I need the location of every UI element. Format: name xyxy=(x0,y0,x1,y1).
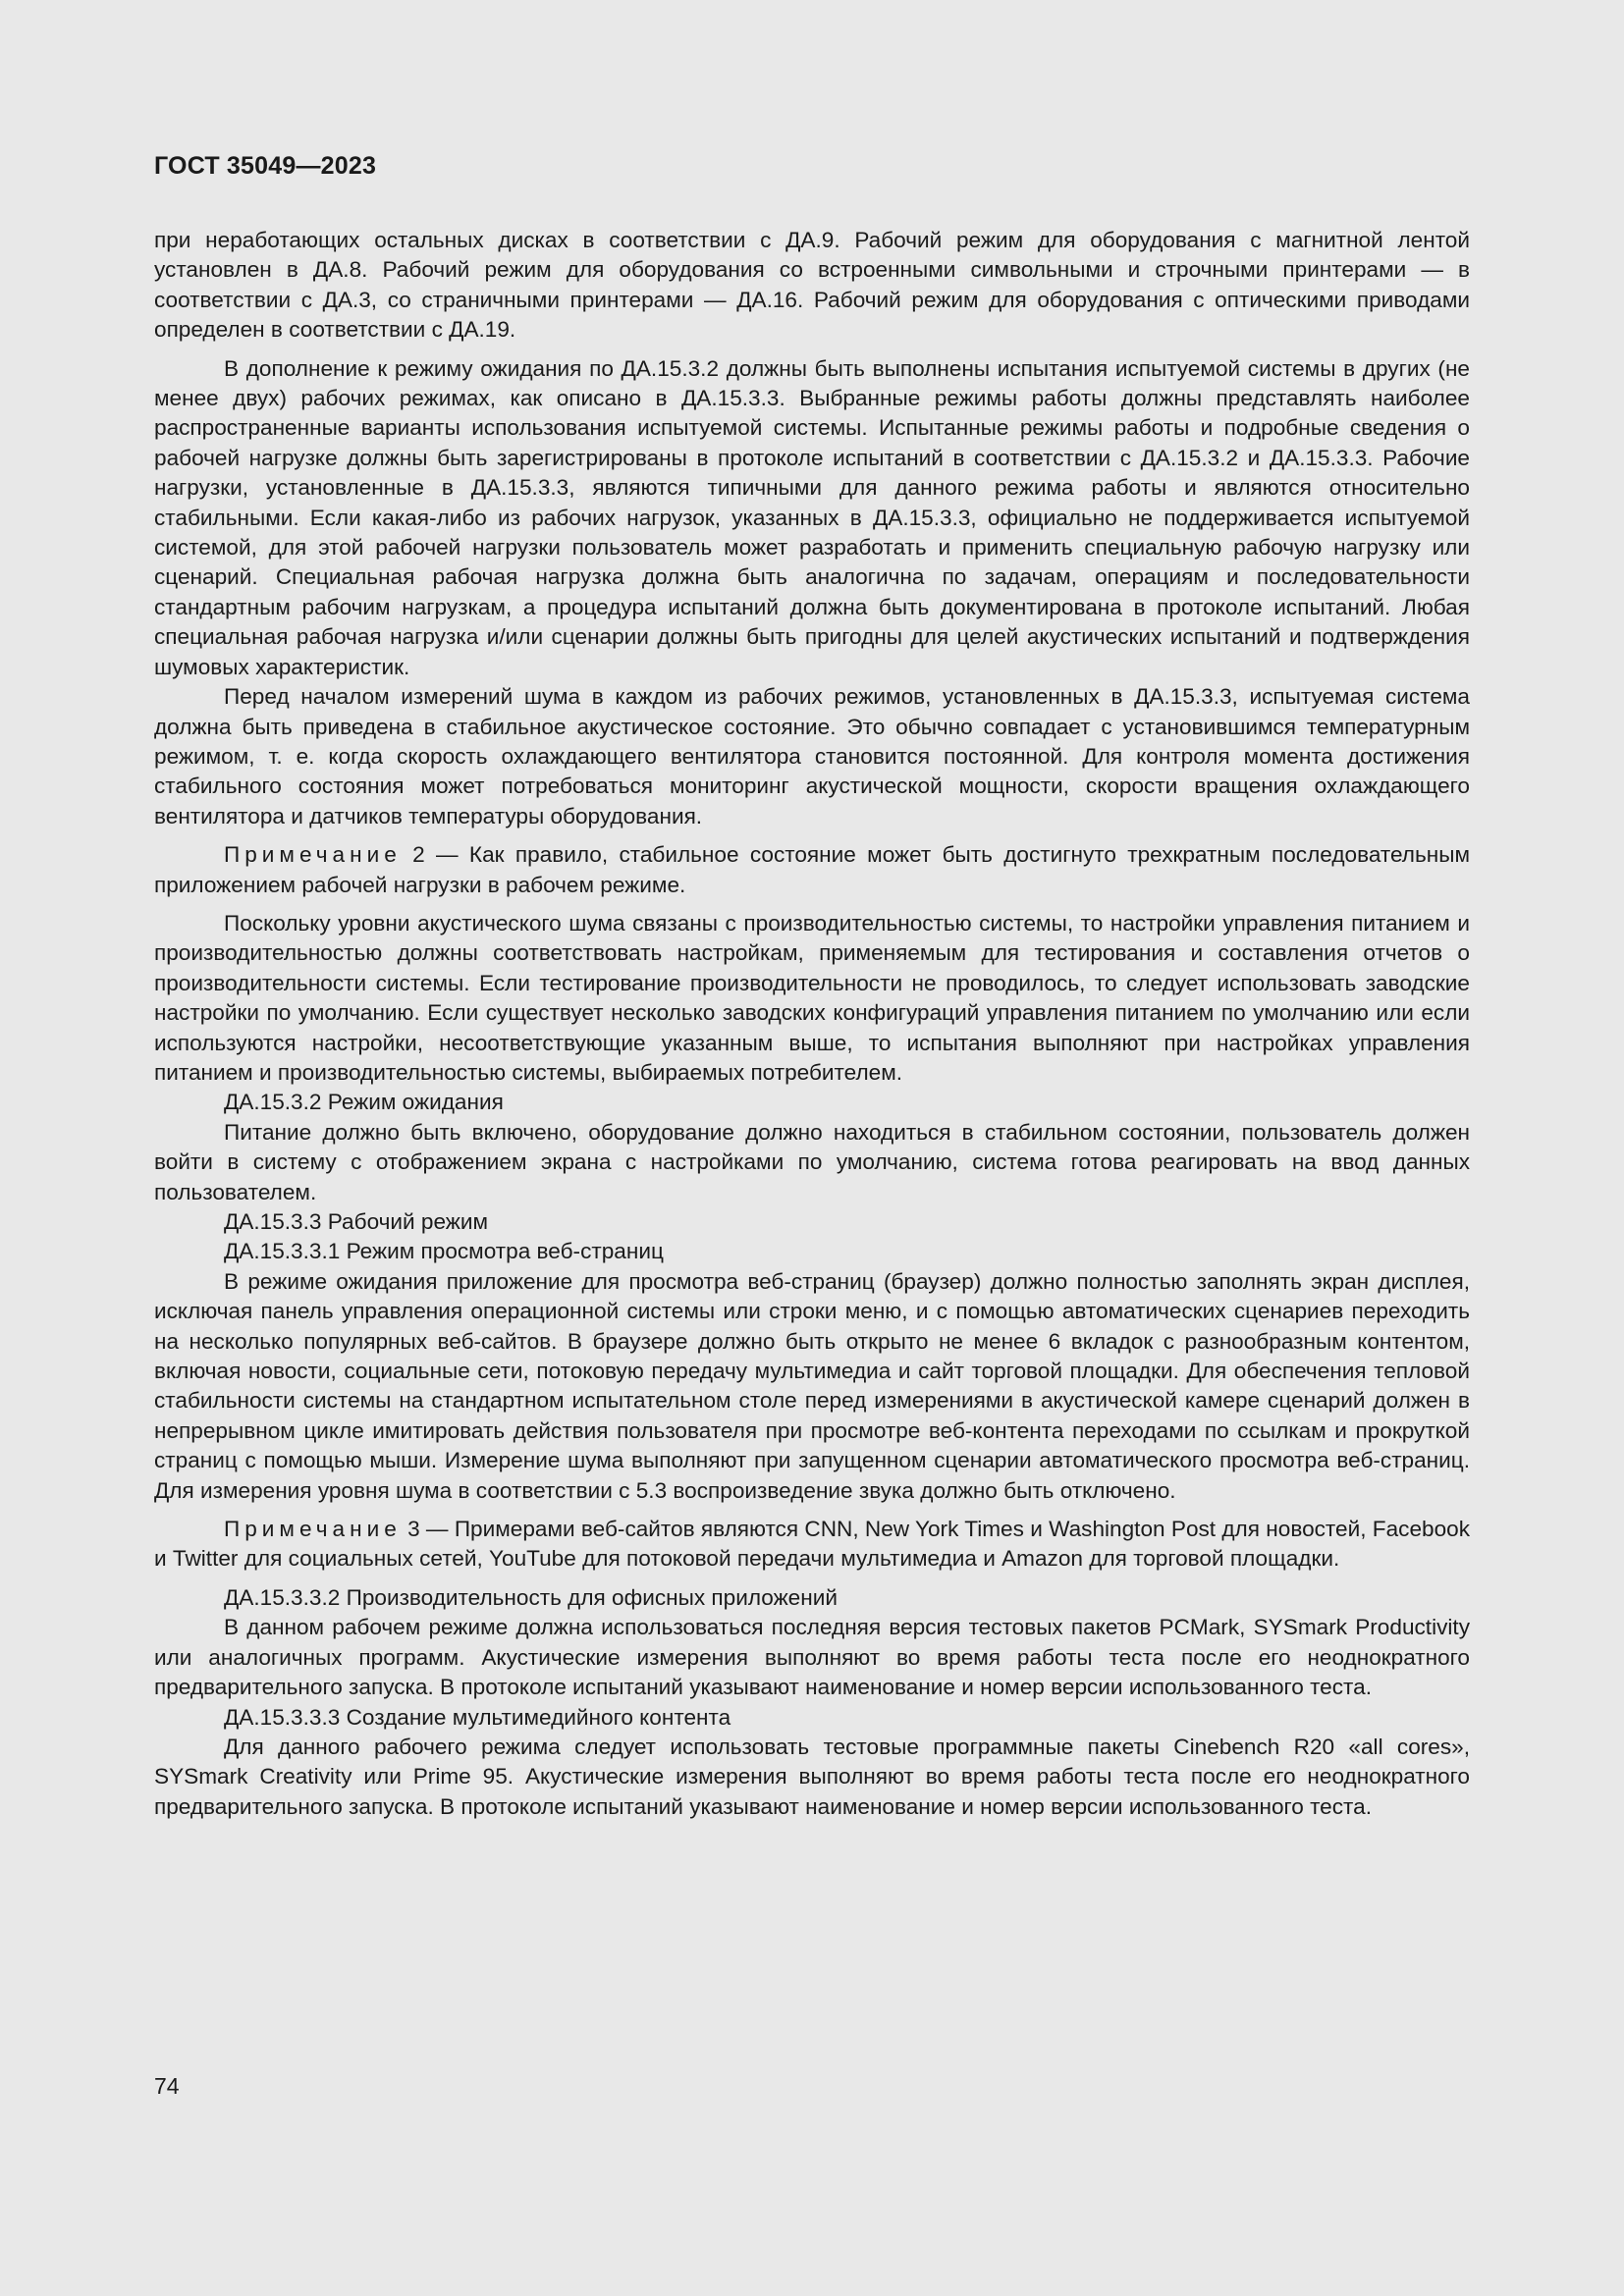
note-2 xyxy=(154,840,1470,900)
note-text: 3 — Примерами веб-сайтов являются CNN, New York Times и Washington Post для новостей, Facebook и Twitter для социальных сетей, YouTube для потоковой передачи мультимедиа и Amazon для торговой площадки. xyxy=(154,1517,1470,1572)
paragraph: Перед началом измерений шума в каждом из рабочих режимов, установленных в ДА.15.3.3, испытуемая система должна быть приведена в стабильное акустическое состояние. Это обычно совпадает с установившимся температурным режимом, т. е. когда скорость охлаждающего вентилятора становится постоянной. Для контроля момента достижения стабильного состояния может потребоваться мониторинг акустической мощности, скорости вращения охлаждающего вентилятора и датчиков температуры оборудования. xyxy=(154,684,1470,828)
paragraph: Для данного рабочего режима следует использовать тестовые программные пакеты Cinebench R20 «all cores», SYSmark Creativity или Prime 95. Акустические измерения выполняют во время работы теста после его неоднократного предварительного запуска. В протоколе испытаний указывают наименование и номер версии использованного теста. xyxy=(154,1734,1470,1819)
section-heading: ДА.15.3.3.1 Режим просмотра веб-страниц xyxy=(224,1239,664,1264)
section-heading: ДА.15.3.3.3 Создание мультимедийного контента xyxy=(224,1704,731,1730)
document-header: ГОСТ 35049—2023 xyxy=(154,152,377,180)
section-heading: ДА.15.3.3 Рабочий режим xyxy=(224,1209,489,1234)
paragraph: В данном рабочем режиме должна использоваться последняя версия тестовых пакетов PCMark, SYSmark Productivity или аналогичных программ. Акустические измерения выполняют во время работы теста после его неоднократного предварительного запуска. В протоколе испытаний указывают наименование и номер версии использованного теста. xyxy=(154,1615,1470,1700)
section-heading: ДА.15.3.3.2 Производительность для офисных приложений xyxy=(224,1584,838,1610)
note-label: Примечание xyxy=(224,1517,402,1542)
note-label: Примечание xyxy=(224,842,402,868)
note-3 xyxy=(154,1515,1470,1575)
paragraph: при неработающих остальных дисках в соответствии с ДА.9. Рабочий режим для оборудования с магнитной лентой установлен в ДА.8. Рабочий режим для оборудования со встроенными символьными и строчными принтерами — в соответствии с ДА.3, со страничными принтерами — ДА.16. Рабочий режим для оборудования с оптическими приводами определен в соответствии с ДА.19. xyxy=(154,228,1470,343)
paragraph: Поскольку уровни акустического шума связаны с производительностью системы, то настройки управления питанием и производительностью должны соответствовать настройкам, применяемым для тестирования и составления отчетов о производительности системы. Если тестирование производительности не проводилось, то следует использовать заводские настройки по умолчанию. Если существует несколько заводских конфигураций управления питанием по умолчанию или если используются настройки, несоответствующие указанным выше, то испытания выполняют при настройках управления питанием и производительностью системы, выбираемых потребителем. xyxy=(154,910,1470,1085)
paragraph: В дополнение к режиму ожидания по ДА.15.3.2 должны быть выполнены испытания испытуемой системы в других (не менее двух) рабочих режимах, как описано в ДА.15.3.3. Выбранные режимы работы должны представлять наиболее распространенные варианты использования испытуемой системы. Испытанные режимы работы и подробные сведения о рабочей нагрузке должны быть зарегистрированы в протоколе испытаний в соответствии с ДА.15.3.2 и ДА.15.3.3. Рабочие нагрузки, установленные в ДА.15.3.3, являются типичными для данного режима работы и являются относительно стабильными. Если какая-либо из рабочих нагрузок, указанных в ДА.15.3.3, официально не поддерживается испытуемой системой, для этой рабочей нагрузки пользователь может разработать и применить специальную рабочую нагрузку или сценарий. Специальная рабочая нагрузка должна быть аналогична по задачам, операциям и последовательности стандартным рабочим нагрузкам, а процедура испытаний должна быть документирована в протоколе испытаний. Любая специальная рабочая нагрузка и/или сценарии должны быть пригодны для целей акустических испытаний и подтверждения шумовых характеристик. xyxy=(154,355,1470,679)
section-heading: ДА.15.3.2 Режим ожидания xyxy=(224,1090,504,1115)
note-text: 2 — Как правило, стабильное состояние может быть достигнуто трехкратным последовательным приложением рабочей нагрузки в рабочем режиме. xyxy=(154,842,1470,897)
page-number: 74 xyxy=(154,2073,180,2099)
paragraph: Питание должно быть включено, оборудование должно находиться в стабильном состоянии, пользователь должен войти в систему с отображением экрана с настройками по умолчанию, система готова реагировать на ввод данных пользователем. xyxy=(154,1119,1470,1204)
paragraph: В режиме ожидания приложение для просмотра веб-страниц (браузер) должно полностью заполнять экран дисплея, исключая панель управления операционной системы или строки меню, и с помощью автоматических сценариев переходить на несколько популярных веб-сайтов. В браузере должно быть открыто не менее 6 вкладок с разнообразным контентом, включая новости, социальные сети, потоковую передачу мультимедиа и сайт торговой площадки. Для обеспечения тепловой стабильности системы на стандартном испытательном столе перед измерениями в акустической камере сценарий должен в непрерывном цикле имитировать действия пользователя при просмотре веб-контента переходами по ссылкам и прокруткой страниц с помощью мыши. Измерение шума выполняют при запущенном сценарии автоматического просмотра веб-страниц. Для измерения уровня шума в соответствии с 5.3 воспроизведение звука должно быть отключено. xyxy=(154,1268,1470,1503)
document-body xyxy=(154,226,1470,1822)
